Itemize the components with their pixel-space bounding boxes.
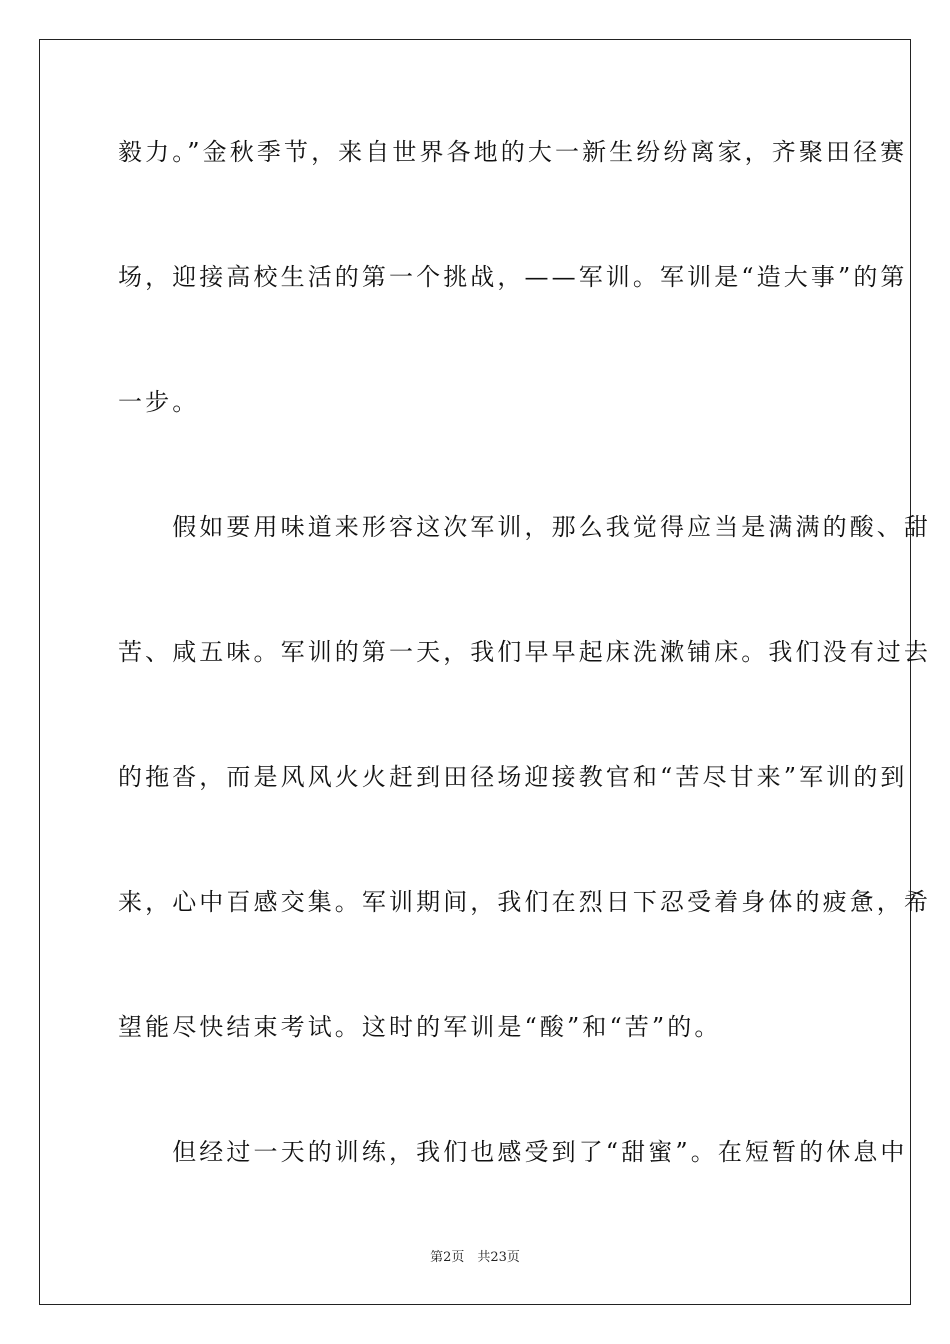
text-line-7: 来，心中百感交集。军训期间，我们在烈日下忍受着身体的疲惫，希 [118,888,931,916]
text-line-4: 假如要用味道来形容这次军训，那么我觉得应当是满满的酸、甜 [118,513,931,541]
text-line-5: 苦、咸五味。军训的第一天，我们早早起床洗漱铺床。我们没有过去 [118,638,931,666]
text-line-2: 场，迎接高校生活的第一个挑战，——军训。军训是“造大事”的第 [118,263,908,291]
page-number-footer: 第2页 共23页 [430,1250,520,1265]
text-line-9: 但经过一天的训练，我们也感受到了“甜蜜”。在短暂的休息中 [118,1138,908,1166]
page-border [39,39,931,1305]
text-line-8: 望能尽快结束考试。这时的军训是“酸”和“苦”的。 [118,1013,722,1041]
text-line-3: 一步。 [118,388,200,416]
text-line-6: 的拖沓，而是风风火火赶到田径场迎接教官和“苦尽甘来”军训的到 [118,763,908,791]
text-line-1: 毅力。”金秋季节，来自世界各地的大一新生纷纷离家，齐聚田径赛 [118,138,908,166]
